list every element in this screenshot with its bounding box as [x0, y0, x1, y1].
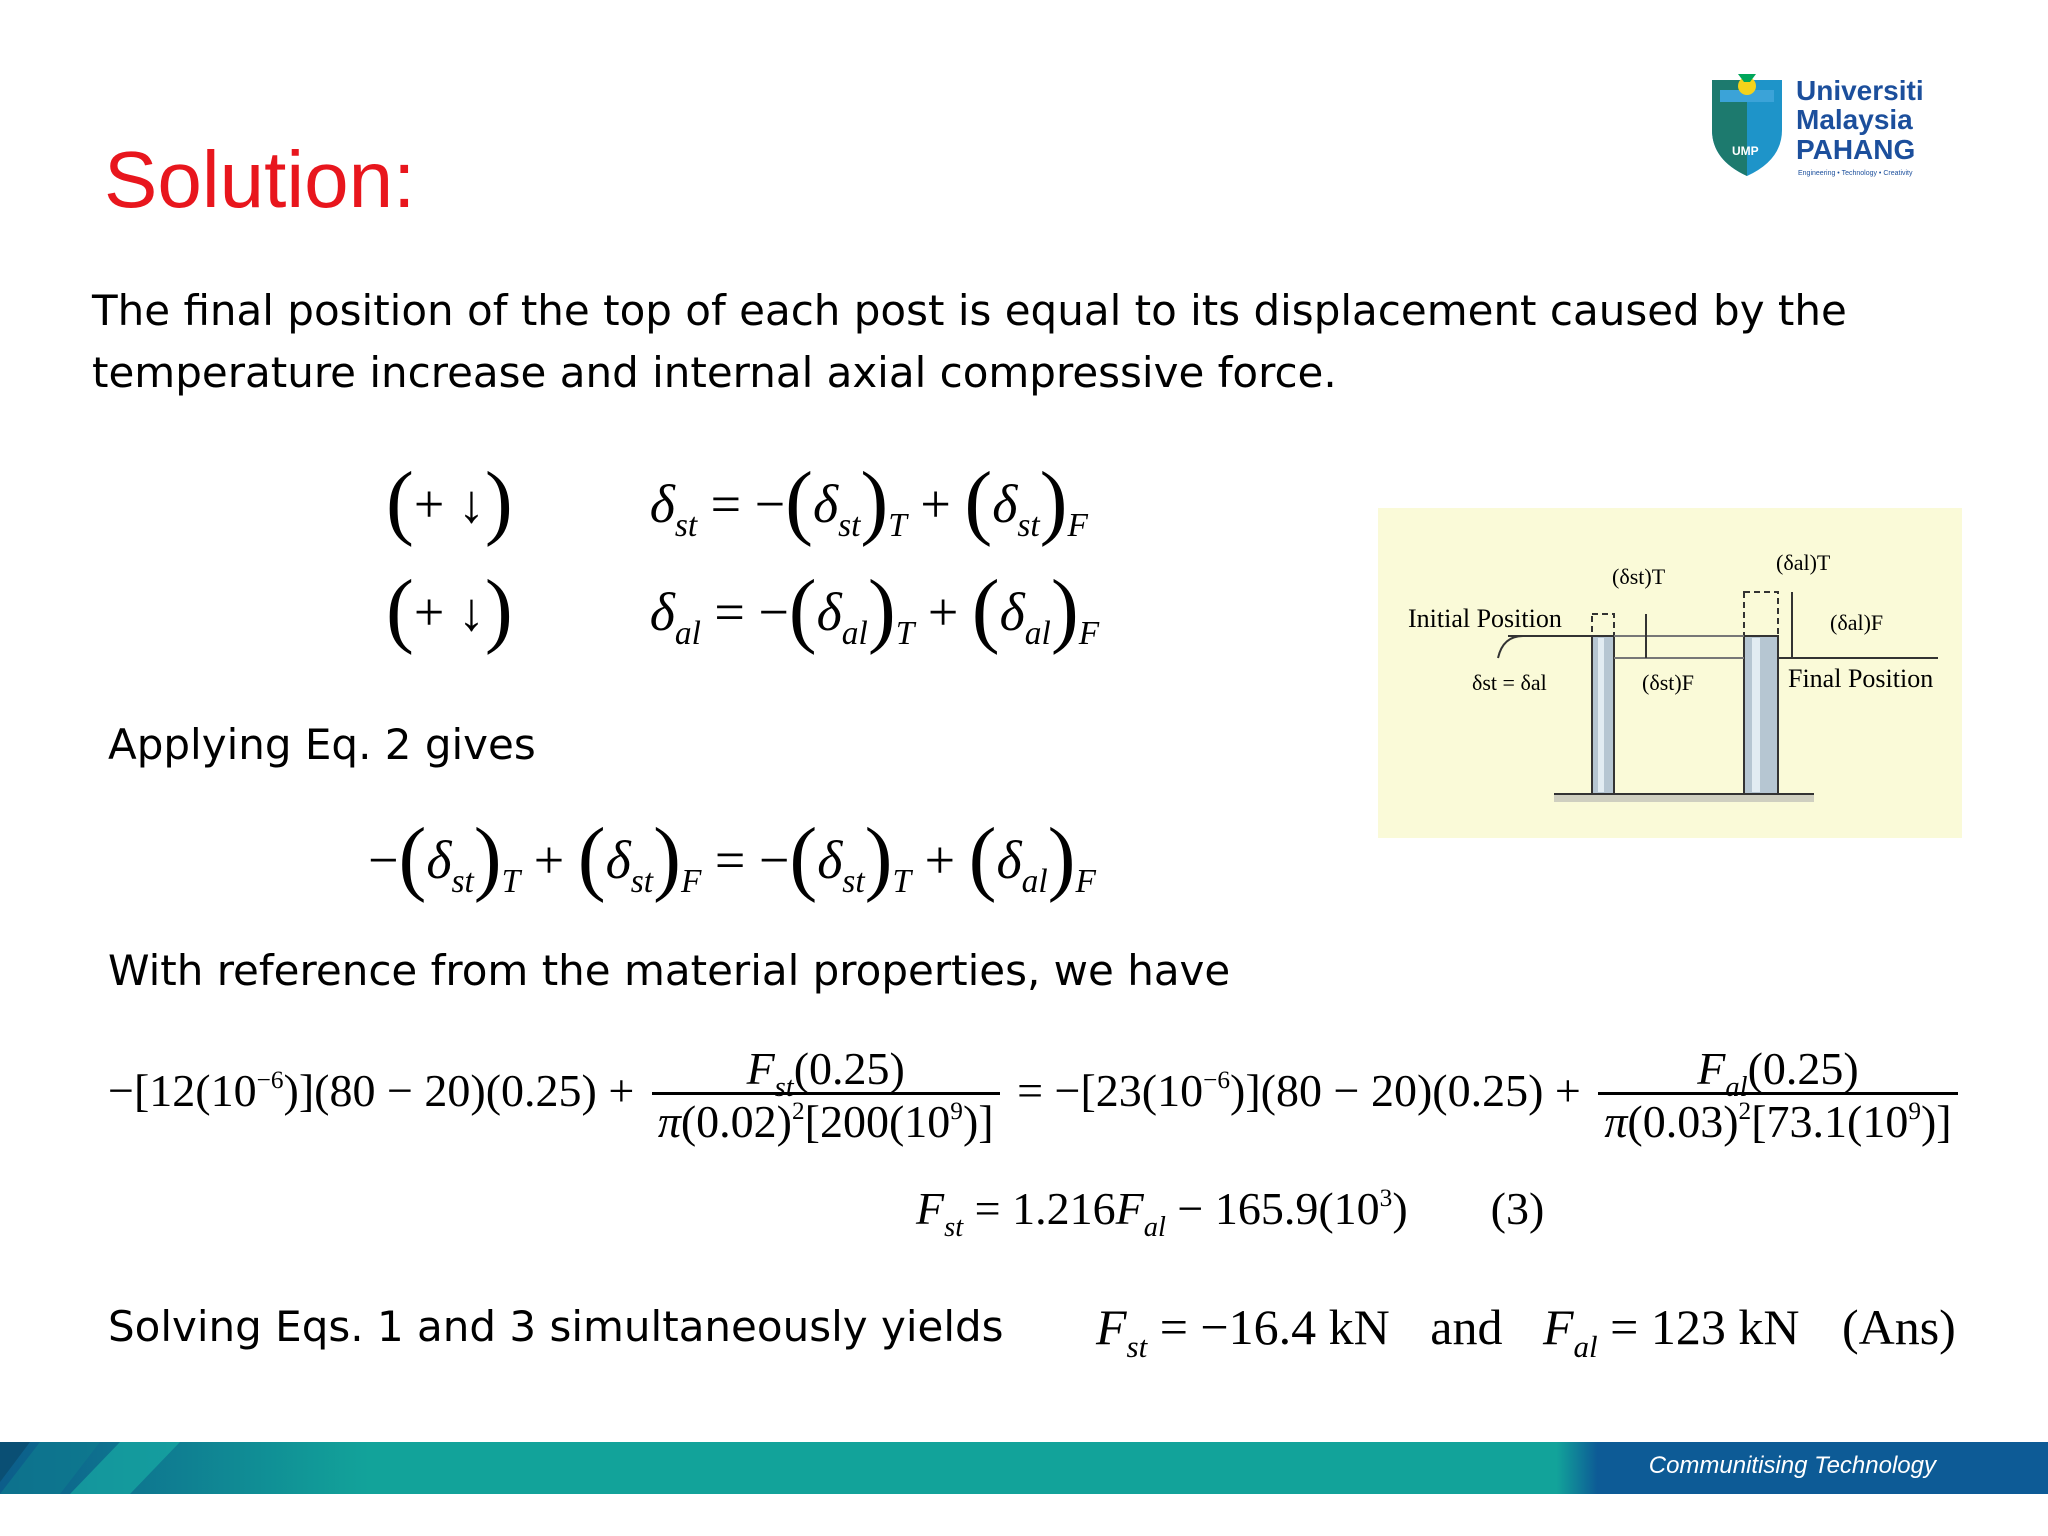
equation-al: (+ ↓) $\delta_{al} = -(\delta_{al})_T + (\delta_{al})_F$	[386, 562, 1100, 656]
answer-fst-value: = −16.4 kN	[1159, 1299, 1390, 1355]
equation-label-3: (3)	[1490, 1183, 1545, 1234]
applying-text: Applying Eq. 2 gives	[108, 720, 536, 769]
figure-label-final: Final Position	[1788, 664, 1934, 693]
intro-paragraph: The final position of the top of each post is equal to its displacement caused by the temperature increase and internal axial compressive force.	[92, 286, 1847, 397]
answer-fal-value: = 123 kN	[1610, 1299, 1800, 1355]
figure-label-initial: Initial Position	[1408, 604, 1562, 633]
logo-line-malaysia: Malaysia	[1796, 104, 1913, 136]
equation-compatibility: $-(\delta_{st})_T + (\delta_{st})_F = -(\delta_{st})_T + (\delta_{al})_F$	[368, 810, 1096, 904]
equation-3: $F_{st} = 1.216F_{al} - 165.9(10^3)$ (3)	[916, 1183, 1545, 1243]
figure-label-equal: δst = δal	[1472, 670, 1547, 695]
equation-st: (+ ↓) $\delta_{st} = -(\delta_{st})_T + (\delta_{st})_F$	[386, 454, 1088, 548]
figure-label-dst-t: (δst)T	[1612, 564, 1666, 589]
figure-label-dal-t: (δal)T	[1776, 550, 1831, 575]
answer-and: and	[1430, 1299, 1503, 1355]
slide-title: Solution:	[104, 135, 416, 224]
ump-shield-icon	[1710, 72, 1784, 178]
footer-slogan: Communitising Technology	[1648, 1452, 1936, 1479]
footer-facets-decoration	[0, 1442, 260, 1494]
logo-tagline: Engineering • Technology • Creativity	[1798, 170, 1913, 177]
logo-line-pahang: PAHANG	[1796, 133, 1916, 165]
answer-line: $F_{st} = -16.4$ kN and $F_{al} = 123$ kN (Ans)	[1096, 1299, 1956, 1365]
university-logo	[1710, 72, 1940, 182]
solving-text: Solving Eqs. 1 and 3 simultaneously yields	[108, 1302, 1004, 1351]
equation-substituted: $-[12(10^{-6})](80 - 20)(0.25)$ + $\frac{F_{st}(0.25)}{\pi(0.02)^2[200(10^9)]}$ = $-[23(10^{-6})](80 - 20)(0.25)$ + $\frac{F_{al}(0.25)}{\pi(0.03)^2[73.1(10^9)]}$	[108, 1046, 1964, 1145]
logo-line-universiti: Universiti	[1796, 75, 1924, 106]
reference-text: With reference from the material properties, we have	[108, 946, 1231, 995]
answer-ans: (Ans)	[1841, 1299, 1956, 1355]
figure-label-dal-f: (δal)F	[1830, 610, 1884, 635]
figure-label-dst-f: (δst)F	[1642, 670, 1694, 695]
posts-figure	[1378, 508, 1962, 838]
logo-badge: UMP	[1732, 144, 1759, 158]
